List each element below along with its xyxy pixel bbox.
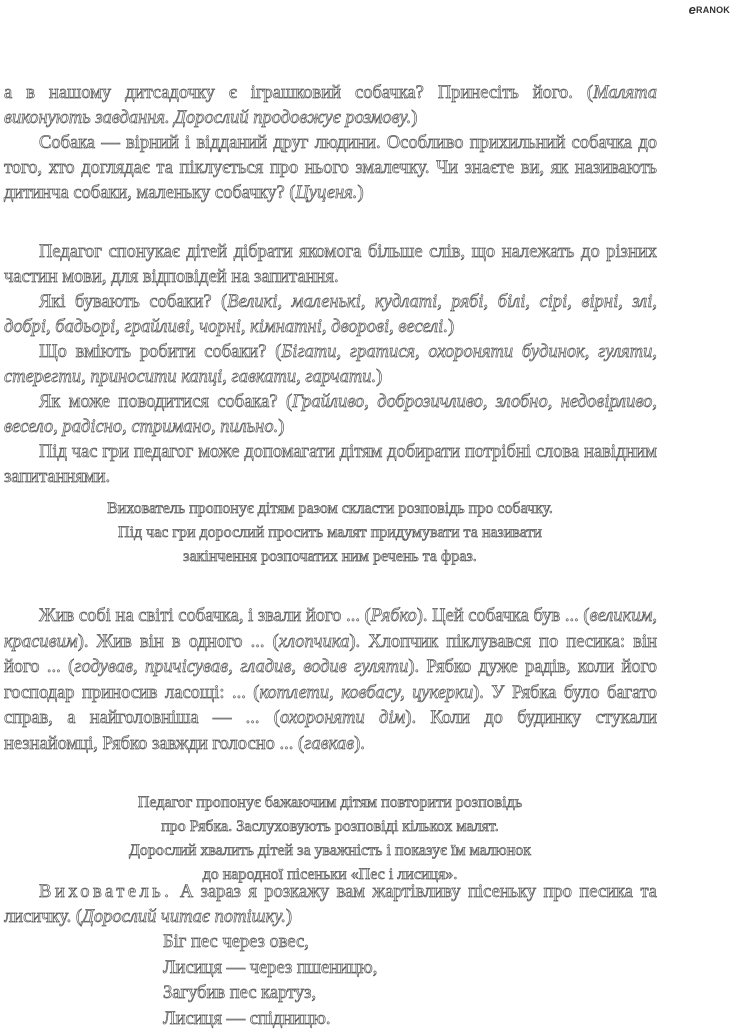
- text: Що вміють робити собаки? (: [39, 342, 281, 362]
- note-line: Вихователь пропонує дітям разом скласти розповідь про собачку.: [0, 497, 660, 521]
- text: Собака — вірний і відданий друг людини. Особливо прихильний собачка до того, хто доглядає та піклується про нього змалечку. Чи знаєте ви, як називають дитинча собаки, маленьку собачку? (: [4, 133, 657, 203]
- note-line: Педагог пропонує бажаючим дітям повторити розповідь: [0, 791, 660, 815]
- italic-answer: годував, причісував, гладив, водив гуляти: [74, 657, 408, 677]
- verse-line: Лисиця — через пшеницю,: [163, 956, 377, 982]
- italic-answer: гавкав: [304, 734, 354, 754]
- paragraph-help: Під час гри педагог може допомагати дітям добирати потрібні слова навідним запитаннями.: [4, 440, 657, 490]
- italic-answer: Великі, маленькі, кудлаті, рябі, білі, сірі, вірні, злі, добрі, бадьорі, грайливі, чорні, кімнатні, дворові, веселі.: [4, 292, 657, 337]
- song-intro-paragraph: [4, 880, 657, 930]
- paragraph-dog-friend: [4, 131, 657, 206]
- text: ): [357, 183, 363, 203]
- italic-remark: Малята виконують завдання. Дорослий продовжує розмову.: [4, 83, 657, 128]
- italic-answer: Грайливо, доброзичливо, злобно, недовірливо, весело, радісно, стримано, пильно.: [4, 392, 657, 437]
- text: ): [286, 907, 292, 927]
- text: А зараз я розкажу вам жартівливу пісеньку про песика та лисичку. (: [4, 882, 657, 927]
- italic-answer: охороняти дім: [280, 708, 405, 728]
- note-line: Під час гри дорослий просить малят придумувати та називати: [0, 521, 660, 545]
- note-line: про Рябка. Заслуховують розповіді кількох малят.: [0, 815, 660, 839]
- speaker-label: Вихователь.: [39, 882, 172, 902]
- text: ). Цей собачка був ... (: [417, 606, 590, 626]
- italic-answer: Цуценя.: [296, 183, 358, 203]
- verse-line: Лисиця — спідницю.: [163, 1007, 377, 1032]
- question-behaviour: [4, 390, 657, 440]
- text: ). Рябко дуже радів, коли його господар приносив ласощі: ... (: [4, 657, 657, 703]
- text: ).: [354, 734, 365, 754]
- italic-answer: Рябко: [371, 606, 417, 626]
- text: ): [278, 417, 284, 437]
- verse-line: Біг пес через овес,: [163, 930, 377, 956]
- verse-line: Загубив пес картуз,: [163, 981, 377, 1007]
- note-line: закінчення розпочатих ним речень та фраз.: [0, 545, 660, 569]
- questions-block: [4, 240, 657, 490]
- text: Жив собі на світі собачка, і звали його ... (: [39, 606, 371, 626]
- question-kinds: [4, 290, 657, 340]
- text: ): [448, 317, 454, 337]
- note-line: до народної пісеньки «Пес і лисиця».: [0, 863, 660, 887]
- text: ). Жив він в одного ... (: [78, 632, 279, 652]
- italic-remark: Дорослий читає потішку.: [82, 907, 286, 927]
- text: ). У Рябка було багато справ, а найголовніша — ... (: [4, 683, 657, 729]
- story-paragraph: [4, 604, 657, 757]
- verse-block: [163, 930, 377, 1032]
- teacher-note-2: [0, 791, 660, 887]
- note-line: Дорослий хвалить дітей за уважність і показує їм малюнок: [0, 839, 660, 863]
- italic-answer: великим, красивим: [4, 606, 657, 652]
- text: Які бувають собаки? (: [39, 292, 227, 312]
- paragraph-instruction: Педагог спонукає дітей дібрати якомога більше слів, що належать до різних частин мови, для відповідей на запитання.: [4, 240, 657, 290]
- text: ): [411, 108, 417, 128]
- text: ). Коли до будинку стукали незнайомці, Рябко завжди голосно ... (: [4, 708, 657, 754]
- story-block: [4, 604, 657, 757]
- publisher-logo: [689, 2, 730, 17]
- song-intro-block: [4, 880, 657, 930]
- paragraph-toy-dog: [4, 81, 657, 131]
- text: ). Хлопчик піклувався по песика: він його ... (: [4, 632, 657, 678]
- logo-text: RANOK: [696, 5, 730, 15]
- text: ): [376, 367, 382, 387]
- logo-letter: e: [689, 2, 696, 17]
- teacher-note-1: [0, 497, 660, 569]
- italic-answer: котлети, ковбасу, цукерки: [259, 683, 473, 703]
- italic-answer: Бігати, гратися, охороняти будинок, гуляти, стерегти, приносити капці, гавкати, гарчати.: [4, 342, 657, 387]
- text: Як може поводитися собака? (: [39, 392, 292, 412]
- text: а в нашому дитсадочку є іграшковий собачка? Принесіть його. (: [4, 83, 593, 103]
- question-actions: [4, 340, 657, 390]
- italic-answer: хлопчика: [279, 632, 350, 652]
- intro-block: [4, 81, 657, 206]
